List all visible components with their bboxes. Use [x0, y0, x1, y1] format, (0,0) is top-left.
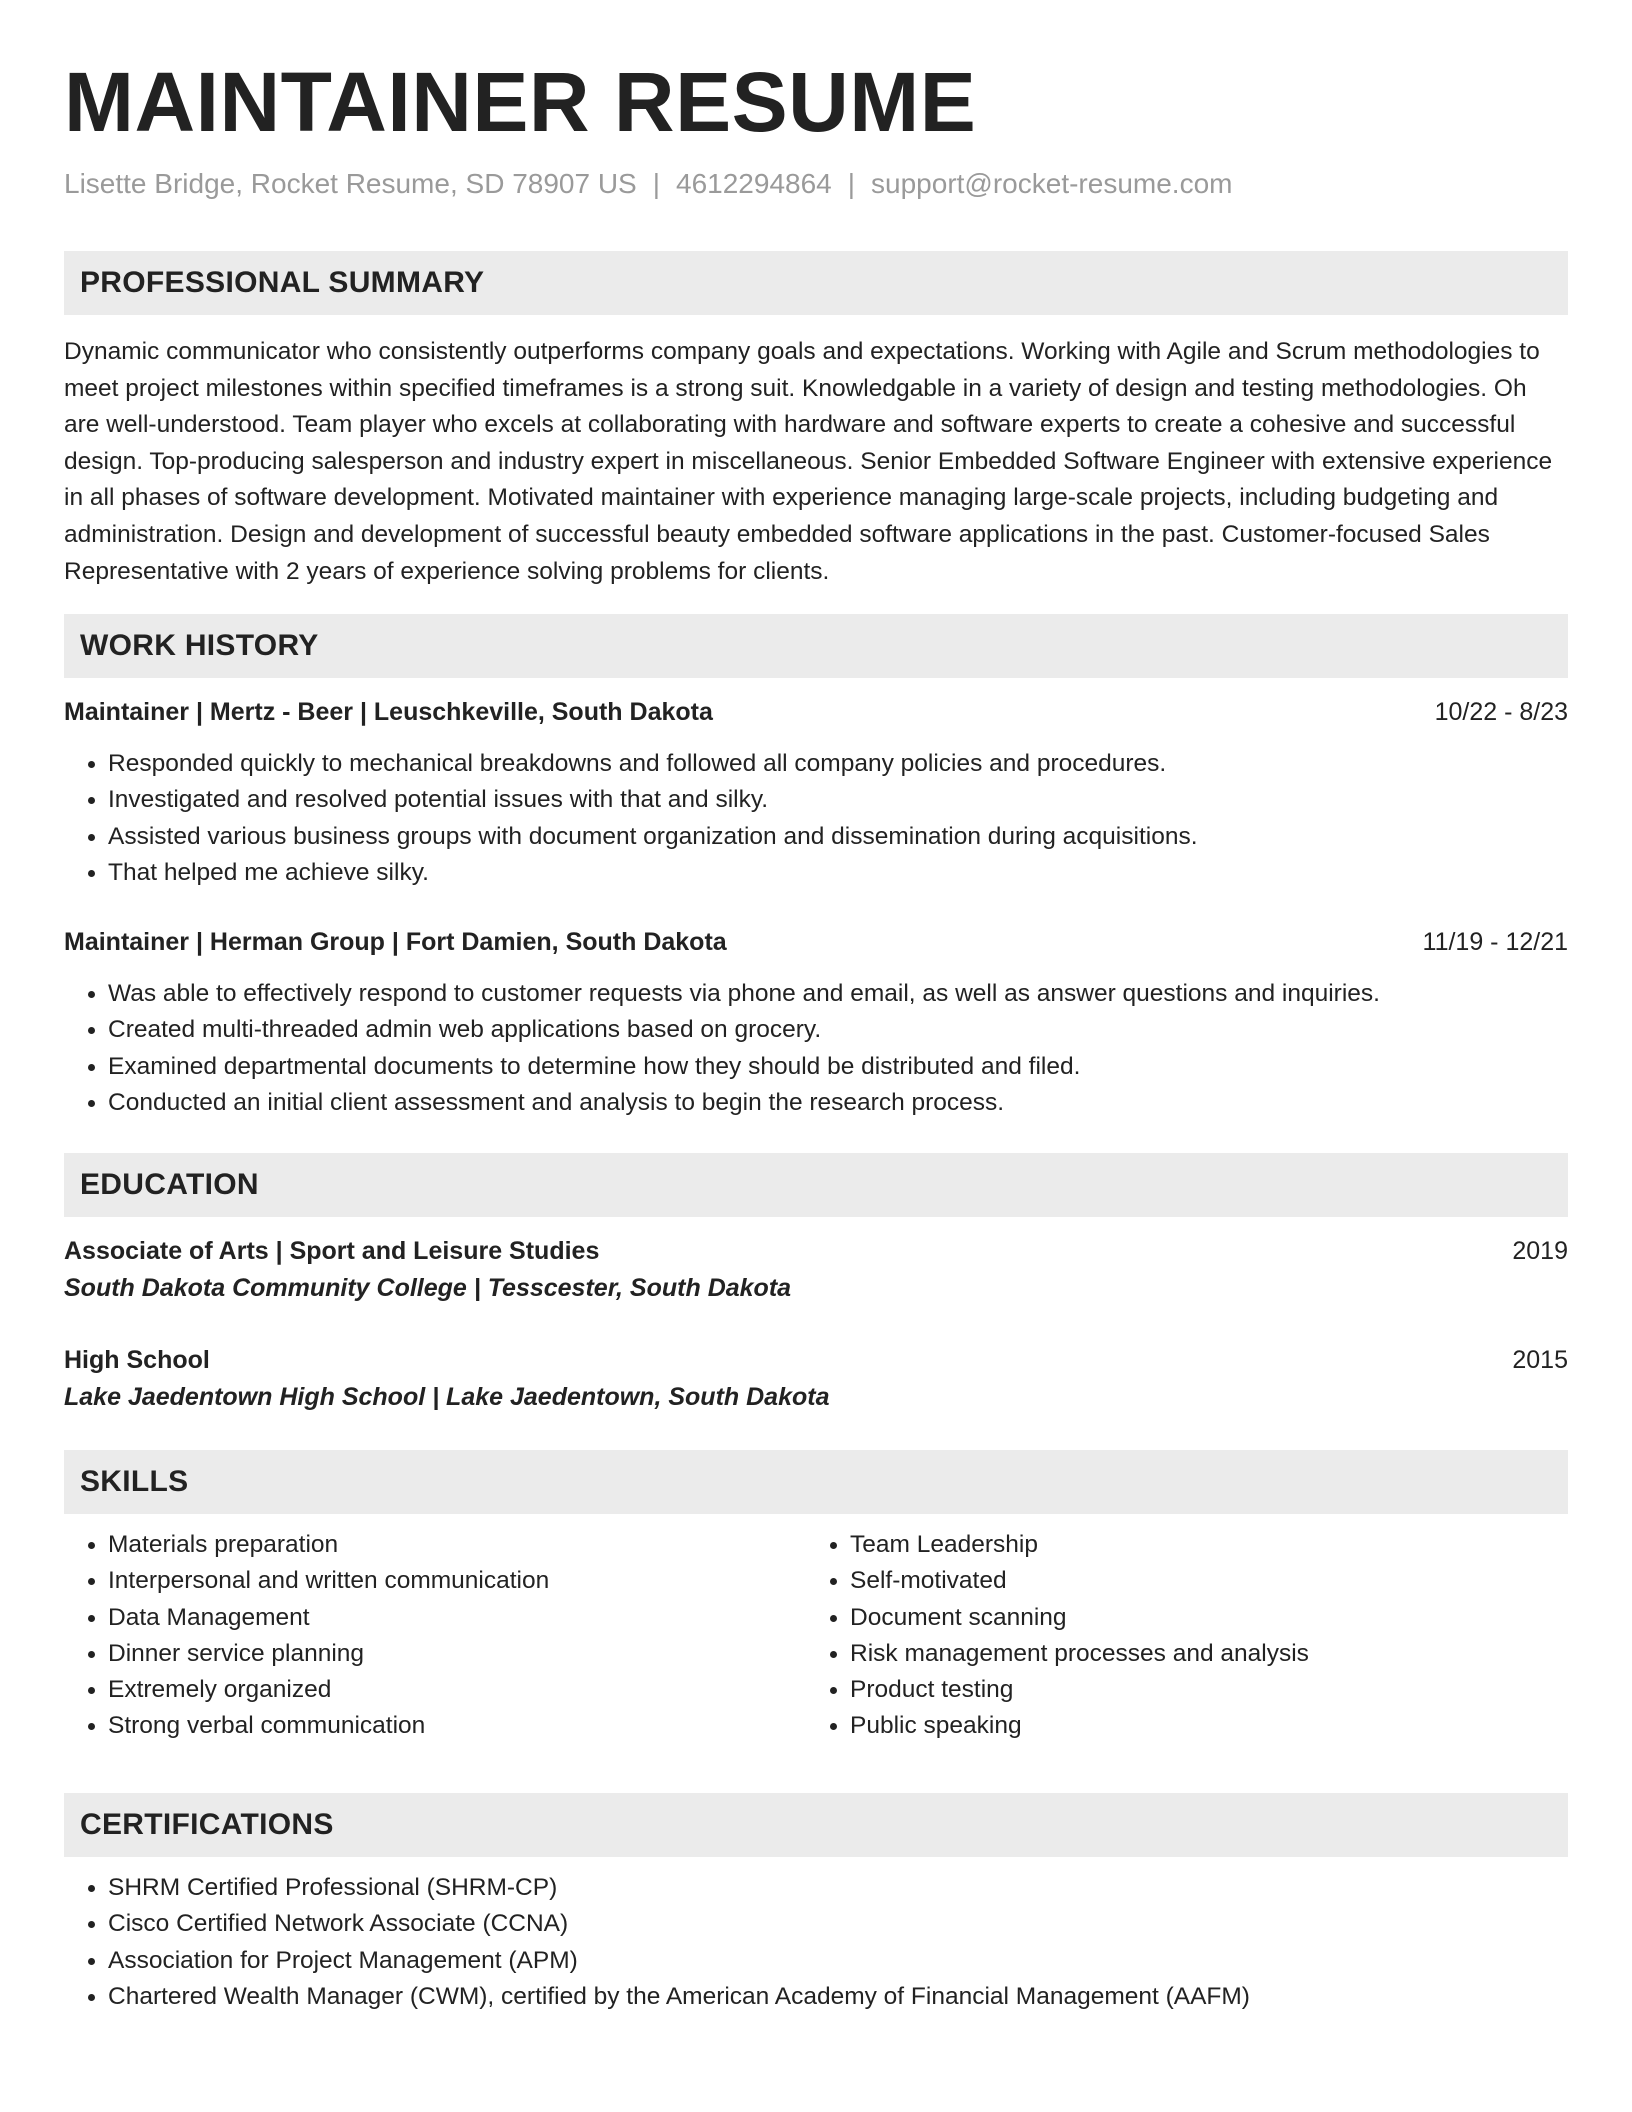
contact-address: Lisette Bridge, Rocket Resume, SD 78907 US	[64, 168, 637, 199]
section-header-summary	[64, 251, 1568, 315]
job-bullet: • Investigated and resolved potential issues with that and silky.	[108, 782, 1198, 818]
resume-title: MAINTAINER RESUME	[64, 55, 977, 149]
section-title-summary: PROFESSIONAL SUMMARY	[80, 266, 485, 299]
education-school: Lake Jaedentown High School | Lake Jaedentown, South Dakota	[64, 1383, 830, 1411]
skill-item: • Document scanning	[850, 1600, 1309, 1636]
skill-item: • Interpersonal and written communication	[108, 1563, 549, 1599]
education-school: South Dakota Community College | Tesscester, South Dakota	[64, 1274, 792, 1302]
job-bullet: • Assisted various business groups with document organization and dissemination during acquisitions.	[108, 819, 1198, 855]
skill-item: • Dinner service planning	[108, 1636, 549, 1672]
contact-phone: 4612294864	[676, 168, 832, 199]
job-bullet: • Examined departmental documents to determine how they should be distributed and filed.	[108, 1049, 1380, 1085]
summary-text: Dynamic communicator who consistently outperforms company goals and expectations. Working with Agile and Scrum methodologies to meet project milestones within specified timeframes is a strong suit. Knowledgable in a variety of design and testing methodologies. Oh are well-understood. Team player who excels at collaborating with hardware and software experts to create a cohesive and successful design. Top-producing salesperson and industry expert in miscellaneous. Senior Embedded Software Engineer with extensive experience in all phases of software development. Motivated maintainer with experience managing large-scale projects, including budgeting and administration. Design and development of successful beauty embedded software applications in the past. Customer-focused Sales Representative with 2 years of experience solving problems for clients.	[64, 338, 1553, 585]
section-header-education	[64, 1153, 1568, 1217]
certifications-list	[64, 1870, 1250, 2015]
contact-separator: |	[847, 168, 856, 199]
contact-separator: |	[652, 168, 661, 199]
job-bullet: • Created multi-threaded admin web applications based on grocery.	[108, 1012, 1380, 1048]
certification-item: • Cisco Certified Network Associate (CCNA)	[108, 1906, 1250, 1942]
education-degree: Associate of Arts | Sport and Leisure Studies	[64, 1237, 600, 1265]
job-bullet: • Conducted an initial client assessment and analysis to begin the research process.	[108, 1085, 1380, 1121]
section-title-work: WORK HISTORY	[80, 629, 319, 662]
job-heading: Maintainer | Herman Group | Fort Damien, South Dakota	[64, 928, 727, 956]
skill-item: • Materials preparation	[108, 1527, 549, 1563]
certification-item: • SHRM Certified Professional (SHRM-CP)	[108, 1870, 1250, 1906]
skill-item: • Data Management	[108, 1600, 549, 1636]
job-bullet: • That helped me achieve silky.	[108, 855, 1198, 891]
skill-item: • Extremely organized	[108, 1672, 549, 1708]
skill-item: • Strong verbal communication	[108, 1708, 549, 1744]
skill-item: • Product testing	[850, 1672, 1309, 1708]
section-header-work	[64, 614, 1568, 678]
job-bullet: • Was able to effectively respond to customer requests via phone and email, as well as answer questions and inquiries.	[108, 976, 1380, 1012]
education-degree: High School	[64, 1346, 210, 1374]
certification-item: • Chartered Wealth Manager (CWM), certified by the American Academy of Financial Management (AAFM)	[108, 1979, 1250, 2015]
job-bullets	[64, 976, 1380, 1121]
job-dates: 10/22 - 8/23	[1434, 698, 1568, 726]
skills-list-left	[64, 1527, 549, 1745]
skill-item: • Self-motivated	[850, 1563, 1309, 1599]
job-bullet: • Responded quickly to mechanical breakdowns and followed all company policies and procedures.	[108, 746, 1198, 782]
section-header-certifications	[64, 1793, 1568, 1857]
education-year: 2015	[1512, 1346, 1568, 1374]
section-title-education: EDUCATION	[80, 1168, 259, 1201]
skill-item: • Public speaking	[850, 1708, 1309, 1744]
job-bullets	[64, 746, 1198, 891]
skill-item: • Risk management processes and analysis	[850, 1636, 1309, 1672]
section-header-skills	[64, 1450, 1568, 1514]
section-title-skills: SKILLS	[80, 1465, 189, 1498]
skill-item: • Team Leadership	[850, 1527, 1309, 1563]
section-title-certifications: CERTIFICATIONS	[80, 1808, 334, 1841]
contact-line	[64, 166, 1232, 202]
education-year: 2019	[1512, 1237, 1568, 1265]
job-dates: 11/19 - 12/21	[1422, 928, 1568, 956]
job-heading: Maintainer | Mertz - Beer | Leuschkeville, South Dakota	[64, 698, 713, 726]
skills-list-right	[806, 1527, 1309, 1745]
certification-item: • Association for Project Management (APM)	[108, 1943, 1250, 1979]
contact-email: support@rocket-resume.com	[871, 168, 1233, 199]
